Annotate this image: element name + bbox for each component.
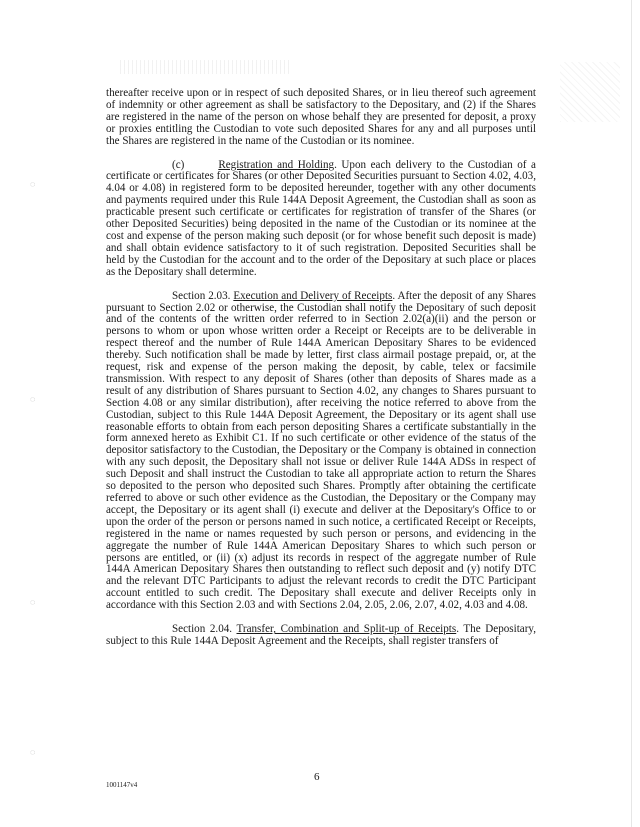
binder-hole-mark: ◌ bbox=[30, 179, 36, 189]
page-number: 6 bbox=[314, 771, 320, 783]
section-heading: Execution and Delivery of Receipts bbox=[233, 289, 393, 302]
paragraph-registration-holding bbox=[106, 160, 536, 279]
document-id: 1001147v4 bbox=[106, 781, 138, 789]
section-label: Section 2.03. bbox=[172, 289, 231, 302]
paragraph-section-2-04 bbox=[106, 624, 536, 648]
section-heading: Transfer, Combination and Split-up of Receipts bbox=[236, 623, 457, 636]
binder-hole-mark: ◌ bbox=[30, 747, 36, 757]
section-text: . The Depositary, subject to this Rule 144A Deposit Agreement and the Receipts, shall register transfers of bbox=[106, 623, 536, 647]
clause-heading: Registration and Holding bbox=[218, 158, 335, 171]
scan-noise bbox=[120, 60, 290, 74]
paragraph-section-2-03 bbox=[106, 291, 536, 612]
paragraph-continuation: thereafter receive upon or in respect of such deposited Shares, or in lieu thereof such agreement of indemnity or other agreement as shall be satisfactory to the Depositary, and (2) if the Shares are registered in the name of the person on whose behalf they are presented for deposit, a proxy or proxies entitling the Custodian to vote such deposited Shares for any and all purposes until the Shares are registered in the name of the Custodian or its nominee. bbox=[106, 87, 536, 147]
scan-noise bbox=[560, 62, 620, 122]
section-text: . After the deposit of any Shares pursuant to Section 2.02 or otherwise, the Custodian shall notify the Depositary of such deposit and of the contents of the written order referred to in Section 2.02(a)(ii) and the person or persons to whom or upon whose written order a Receipt or Receipts are to be deliverable in respect thereof and the number of Rule 144A American Depositary Shares to be evidenced thereby. Such notification shall be made by letter, first class airmail postage prepaid, or, at the request, risk and expense of the person making the deposit, by cable, telex or facsimile transmission. With respect to any deposit of Shares (other than deposits of Shares made as a result of any distribution of Shares pursuant to Section 4.02, any changes to Shares pursuant to Section 4.08 or any similar distribution), after receiving the notice referred to above from the Custodian, subject to this Rule 144A Deposit Agreement, the Depositary or its agent shall use reasonable efforts to obtain from each person depositing Shares a certificate substantially in the form annexed hereto as Exhibit C1. If no such certificate or other evidence of the status of the depositor satisfactory to the Custodian, the Depositary or the Company is obtained in connection with any such deposit, the Depositary shall not issue or deliver Rule 144A ADSs in respect of such Deposit and shall instruct the Custodian to take all appropriate action to return the Shares so deposited to the person who deposited such Shares. Promptly after obtaining the certificate referred to above or such other evidence as the Custodian, the Depositary or the Company may accept, the Depositary or its agent shall (i) execute and deliver at the Depositary's Office to or upon the order of the person or persons named in such notice, a certificated Receipt or Receipts, registered in the name or names requested by such person or persons, and evidencing in the aggregate the number of Rule 144A American Depositary Shares to which such person or persons are entitled, or (ii) (x) adjust its records in respect of the aggregate number of Rule 144A American Depositary Shares then outstanding to reflect such deposit and (y) notify DTC and the relevant DTC Participants to adjust the relevant records to credit the DTC Participant account entitled to such credit. The Depositary shall execute and deliver Receipts only in accordance with this Section 2.03 and with Sections 2.04, 2.05, 2.06, 2.07, 4.02, 4.03 and 4.08. bbox=[106, 289, 536, 612]
binder-hole-mark: ◌ bbox=[30, 597, 36, 607]
page-edge bbox=[631, 0, 632, 827]
section-label: Section 2.04. bbox=[172, 623, 233, 636]
clause-text: . Upon each delivery to the Custodian of a certificate or certificates for Shares (or other Deposited Securities pursuant to Section 4.02, 4.03, 4.04 or 4.08) in registered form to be deposited hereunder, together with any other documents and payments required under this Rule 144A Deposit Agreement, the Custodian shall as soon as practicable present such certificate or certificates for registration of transfer of the Shares (or other Deposited Securities) being deposited in the name of the Custodian or its nominee at the cost and expense of the person making such deposit (or for whose benefit such deposit is made) and shall obtain evidence satisfactory to it of such registration. Deposited Securities shall be held by the Custodian for the account and to the order of the Depositary at such place or places as the Depositary shall determine. bbox=[106, 158, 536, 278]
document-body bbox=[106, 88, 536, 660]
binder-hole-mark: ◌ bbox=[30, 394, 36, 404]
clause-label: (c) bbox=[172, 158, 185, 171]
